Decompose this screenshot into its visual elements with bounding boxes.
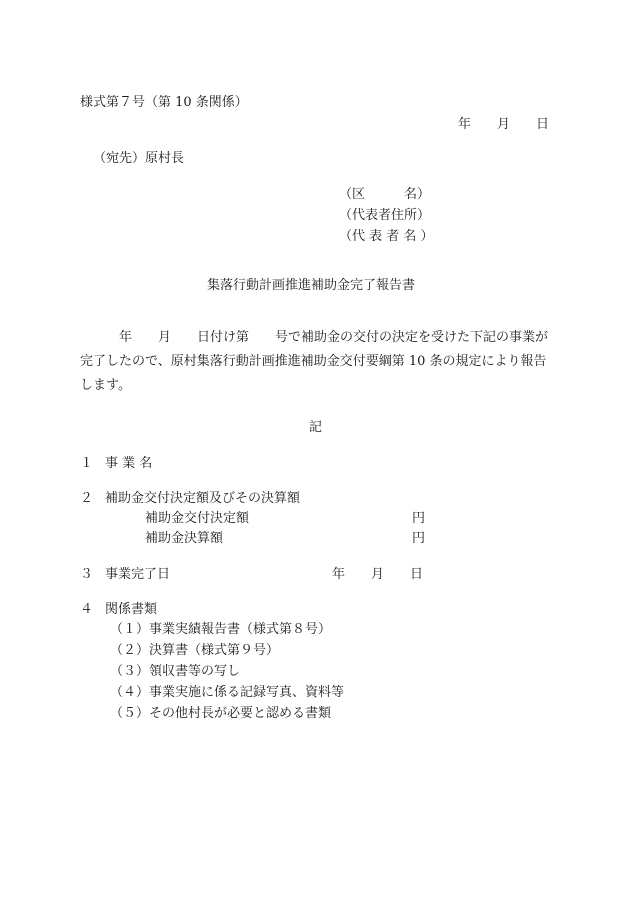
- form-number: 様式第７号（第 10 条関係）: [80, 95, 248, 110]
- amount-label-decided: 補助金交付決定額: [145, 511, 250, 526]
- document-list-item: （４）事業実施に係る記録写真、資料等: [110, 685, 345, 700]
- amount-unit-decided: 円: [412, 511, 426, 526]
- item-number-1: １: [80, 456, 94, 471]
- item-label-documents: 関係書類: [105, 602, 158, 617]
- addressee: （宛先）原村長: [93, 151, 185, 166]
- document-list-item: （３）領収書等の写し: [110, 664, 241, 679]
- item-label-completion-date: 事業完了日: [105, 567, 171, 582]
- applicant-address: （代表者住所）: [339, 208, 431, 223]
- document-list-item: （１）事業実績報告書（様式第８号）: [110, 622, 332, 637]
- report-date: 年 月 日: [458, 117, 550, 132]
- item-label-amounts: 補助金交付決定額及びその決算額: [105, 491, 301, 506]
- applicant-district: （区 名）: [339, 187, 431, 202]
- applicant-name: （代 表 者 名 ）: [339, 229, 434, 244]
- item-number-4: ４: [80, 602, 94, 617]
- document-title: 集落行動計画推進補助金完了報告書: [207, 278, 416, 293]
- completion-date: 年 月 日: [332, 567, 424, 582]
- ki-heading: 記: [309, 420, 323, 435]
- document-list-item: （５）その他村長が必要と認める書類: [110, 706, 332, 721]
- amount-unit-settled: 円: [412, 531, 426, 546]
- body-paragraph: 年 月 日付け第 号で補助金の交付の決定を受けた下記の事業が完了したので、原村集落行動計画推進補助金交付要綱第 10 条の規定により報告します。: [80, 330, 549, 393]
- item-number-3: ３: [80, 567, 94, 582]
- item-label-business-name: 事 業 名: [105, 456, 153, 471]
- amount-label-settled: 補助金決算額: [145, 531, 224, 546]
- item-number-2: ２: [80, 491, 94, 506]
- document-list-item: （２）決算書（様式第９号）: [110, 643, 280, 658]
